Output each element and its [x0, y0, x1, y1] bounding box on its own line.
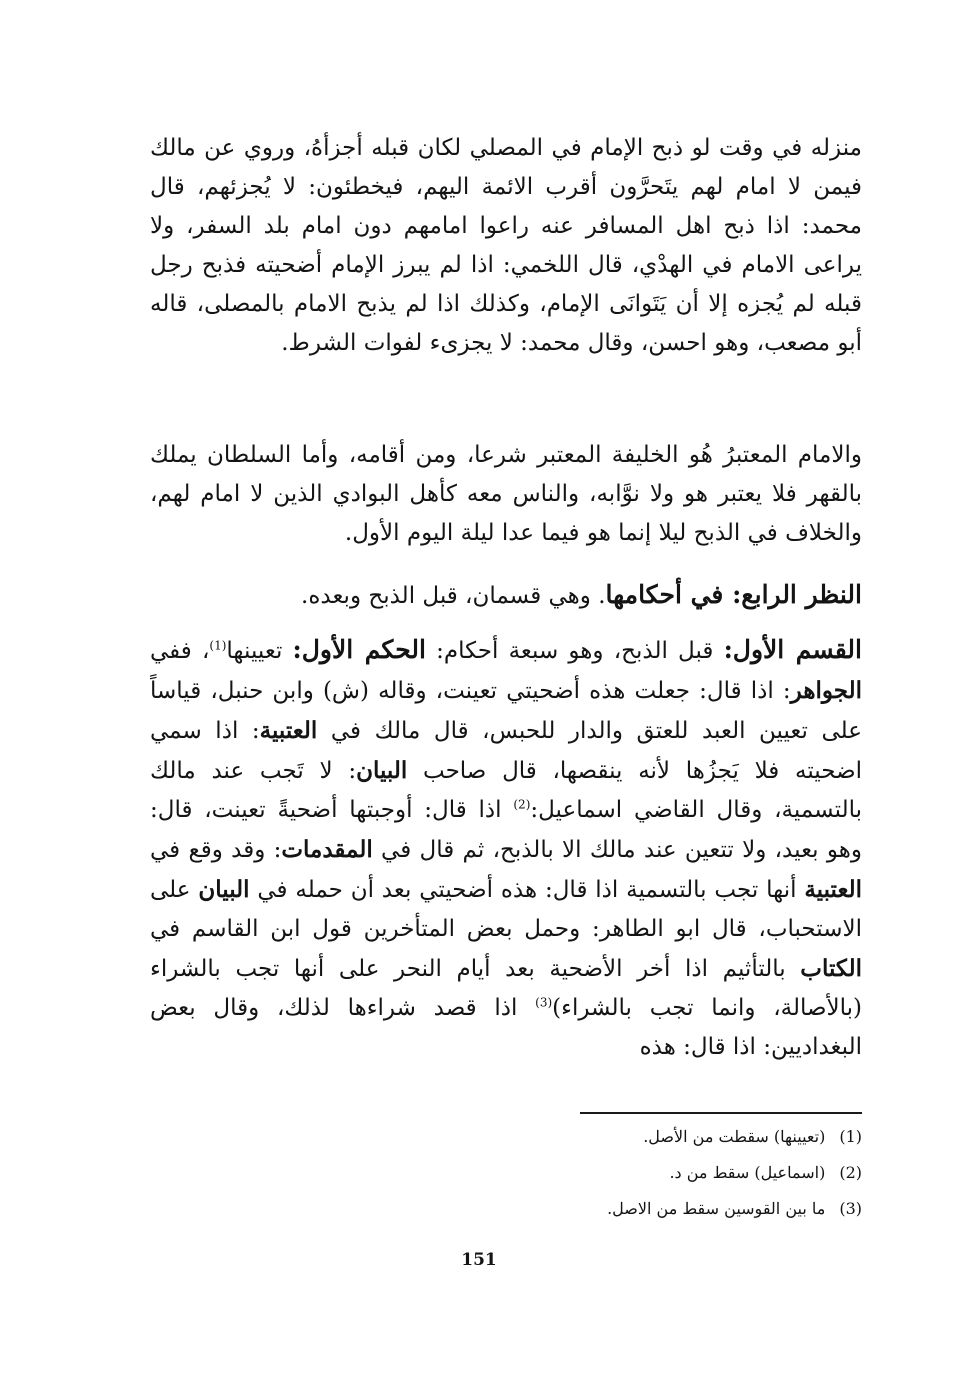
book-title-muqaddimat: المقدمات — [281, 836, 373, 863]
section-heading: النظر الرابع: في أحكامها — [605, 580, 862, 609]
paragraph-1-text: منزله في وقت لو ذبح الإمام في المصلي لكان قبله أجزأهُ، وروي عن مالك فيمن لا امام لهم يتَحرَّون أقرب الائمة اليهم، فيخطئون: لا يُجزئهم، قال محمد: اذا ذبح اهل المسافر عنه راعوا امامهم دون امام بلد السفر، ولا يراعى الامام في الهدْي، قال اللخمي: اذا لم يبرز الإمام أضحيته فذبح رجل قبله لم يُجزه إلا أن يَتَوانَى الإمام، وكذلك اذا لم يذبح الامام بالمصلى، قاله أبو مصعب، وهو احسن، وقال محمد: لا يجزىء لفوات الشرط. — [150, 135, 862, 356]
footnote-1-text: (تعيينها) سقطت من الأصل. — [643, 1127, 826, 1146]
p4-seg-11: بالتأثيم اذا أخر الأضحية بعد أيام النحر على أنها تجب بالشراء (بالأصالة، وانما تجب بالشراء) — [150, 956, 862, 1021]
p4-seg-8: : وقد وقع في — [150, 837, 282, 863]
footnote-ref-1: (1) — [209, 638, 227, 653]
footnote-1-number: (1) — [839, 1127, 862, 1146]
paragraph-2 — [150, 436, 862, 566]
p4-seg-1: قبل الذبح، وهو سبعة أحكام: — [425, 638, 724, 664]
footnote-2-number: (2) — [839, 1163, 862, 1182]
p4-seg-12: اذا قصد شراءها لذلك، وقال بعض البغداديين: اذا قال: هذه — [150, 995, 862, 1060]
p4-seg-5: : اذا سمي اضحيته فلا يَجزُها لأنه ينقصها، قال صاحب — [150, 718, 862, 784]
book-title-utbiyya-2: العتبية — [804, 876, 862, 903]
p4-seg-7: اذا قال: أوجبتها أضحيةً تعينت، قال: وهو بعيد، ولا تتعين عند مالك الا بالذبح، ثم قال في — [150, 797, 862, 863]
p4-seg-6: : لا تَجب عند مالك بالتسمية، وقال القاضي اسماعيل: — [150, 758, 862, 823]
p4-seg-2: تعيينها — [226, 638, 293, 664]
book-title-jawahir: الجواهر — [790, 677, 862, 704]
book-title-bayan: البيان — [356, 757, 408, 784]
paragraph-2-text: والامام المعتبرُ هُو الخليفة المعتبر شرعا، ومن أقامه، وأما السلطان يملك بالقهر فلا يعتبر هو ولا نوَّابه، والناس معه كأهل البوادي الذين لا امام لهم، والخلاف في الذبح ليلا إنما هو فيما عدا ليلة اليوم الأول. — [150, 442, 862, 546]
book-title-utbiyya: العتبية — [259, 717, 318, 744]
section-heading-rest: . وهي قسمان، قبل الذبح وبعده. — [301, 583, 606, 609]
p4-seg-10: على الاستحباب، قال ابو الطاهر: وحمل بعض المتأخرين قول ابن القاسم في — [150, 877, 862, 942]
ruling-heading: الحكم الأول: — [292, 635, 426, 664]
footnote-2-text: (اسماعيل) سقط من د. — [669, 1163, 826, 1182]
footnote-3 — [300, 1195, 862, 1223]
footnote-1 — [300, 1123, 862, 1151]
page-number: 151 — [461, 1250, 497, 1270]
book-title-bayan-2: البيان — [198, 876, 250, 903]
footnote-ref-3: (3) — [535, 995, 553, 1010]
book-title-kitab: الكتاب — [800, 955, 862, 982]
p4-seg-4: : اذا قال: جعلت هذه أضحيتي تعينت، وقاله (ش) وابن حنبل، قياساً على تعيين العبد للعتق والدار للحبس، قال مالك في — [150, 678, 862, 744]
p4-seg-3: ، ففي — [150, 638, 210, 664]
footnote-3-text: ما بين القوسين سقط من الاصل. — [607, 1199, 826, 1218]
footnote-3-number: (3) — [839, 1199, 862, 1218]
paragraph-4 — [150, 630, 862, 1110]
footnote-divider — [580, 1112, 862, 1114]
footnote-ref-2: (2) — [513, 797, 531, 812]
section-heading-paragraph — [150, 575, 862, 620]
p4-seg-9: أنها تجب بالتسمية اذا قال: هذه أضحيتي بعد أن حمله في — [249, 877, 805, 903]
part-heading: القسم الأول: — [723, 635, 862, 664]
paragraph-1 — [150, 129, 862, 436]
footnote-2 — [300, 1159, 862, 1187]
